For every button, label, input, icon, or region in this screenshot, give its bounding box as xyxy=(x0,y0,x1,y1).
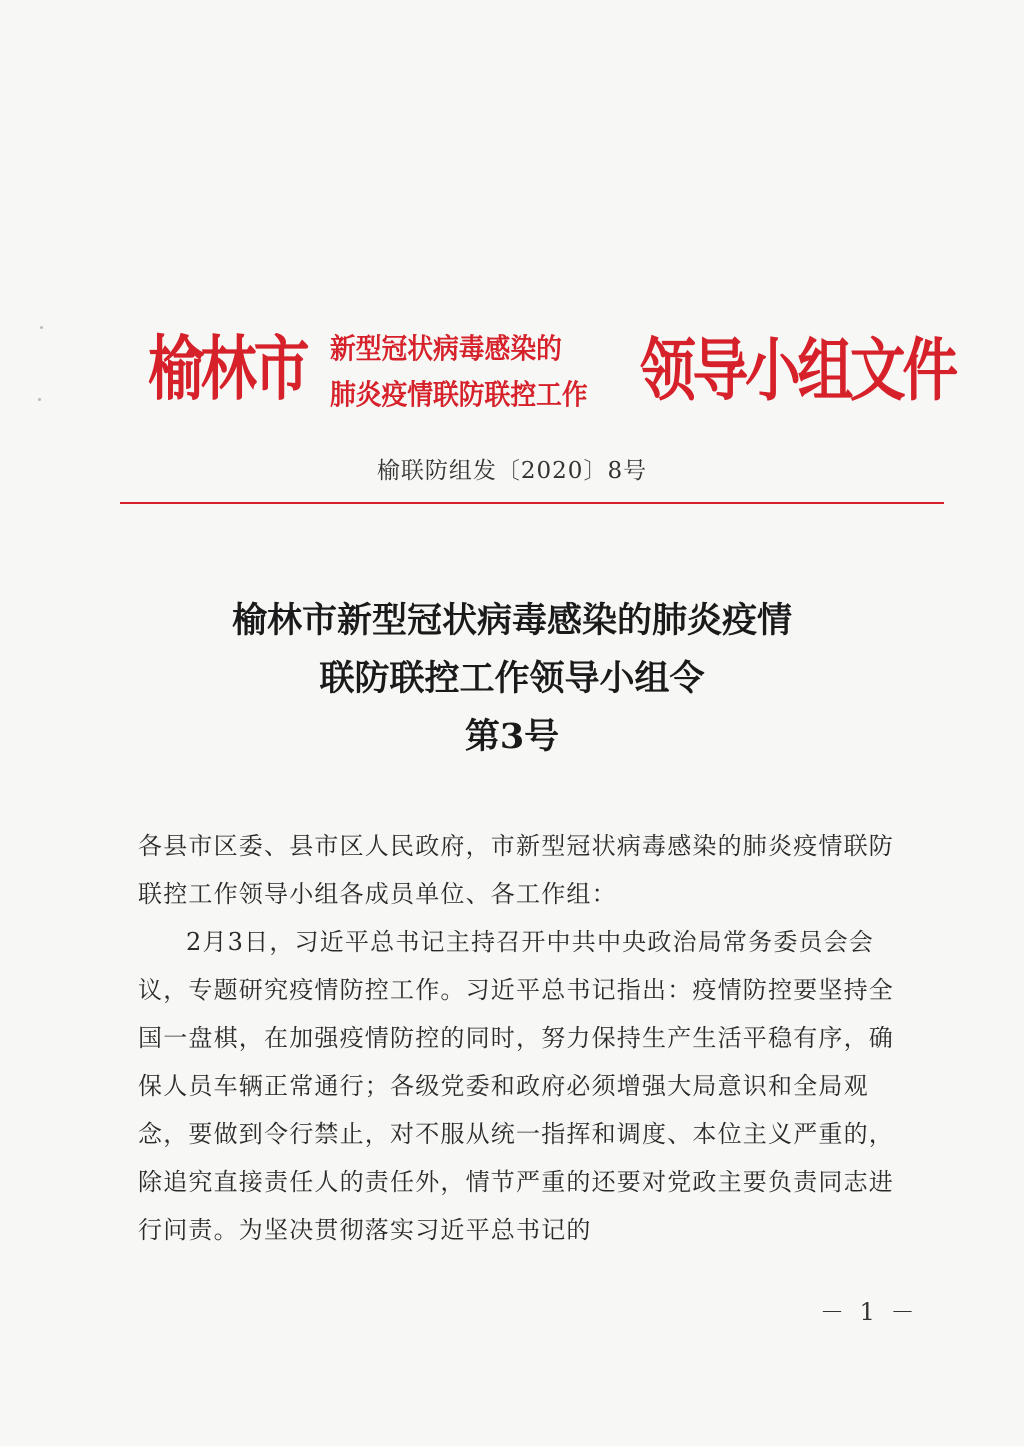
header-organization-line1: 新型冠状病毒感染的 xyxy=(330,332,562,365)
scan-speck xyxy=(38,398,41,401)
title-line2: 联防联控工作领导小组令 xyxy=(319,658,705,699)
title-order-number: 第3号 xyxy=(464,716,560,757)
document-body xyxy=(138,822,898,1254)
header-organization xyxy=(330,326,610,418)
page-number: － 1 － xyxy=(820,1298,919,1326)
header-organization-line2: 肺炎疫情联防联控工作 xyxy=(330,378,588,411)
header-document-type: 领导小组文件 xyxy=(640,331,955,411)
body-paragraph: 2月3日，习近平总书记主持召开中共中央政治局常务委员会会议，专题研究疫情防控工作。习近平总书记指出：疫情防控要坚持全国一盘棋，在加强疫情防控的同时，努力保持生产生活平稳有序，确保人员车辆正常通行；各级党委和政府必须增强大局意识和全局观念，要做到令行禁止，对不服从统一指挥和调度、本位主义严重的，除追究直接责任人的责任外，情节严重的还要对党政主要负责同志进行问责。为坚决贯彻落实习近平总书记的 xyxy=(138,928,894,1244)
header-city: 榆林市 xyxy=(148,327,307,410)
document-number: 榆联防组发〔2020〕8号 xyxy=(376,458,648,484)
salutation: 各县市区委、县市区人民政府，市新型冠状病毒感染的肺炎疫情联防联控工作领导小组各成员单位、各工作组： xyxy=(138,832,894,908)
title-line1: 榆林市新型冠状病毒感染的肺炎疫情 xyxy=(231,600,792,641)
scan-speck xyxy=(40,326,43,329)
header-divider xyxy=(120,502,944,504)
document-title xyxy=(0,592,1024,766)
document-header xyxy=(140,316,955,426)
